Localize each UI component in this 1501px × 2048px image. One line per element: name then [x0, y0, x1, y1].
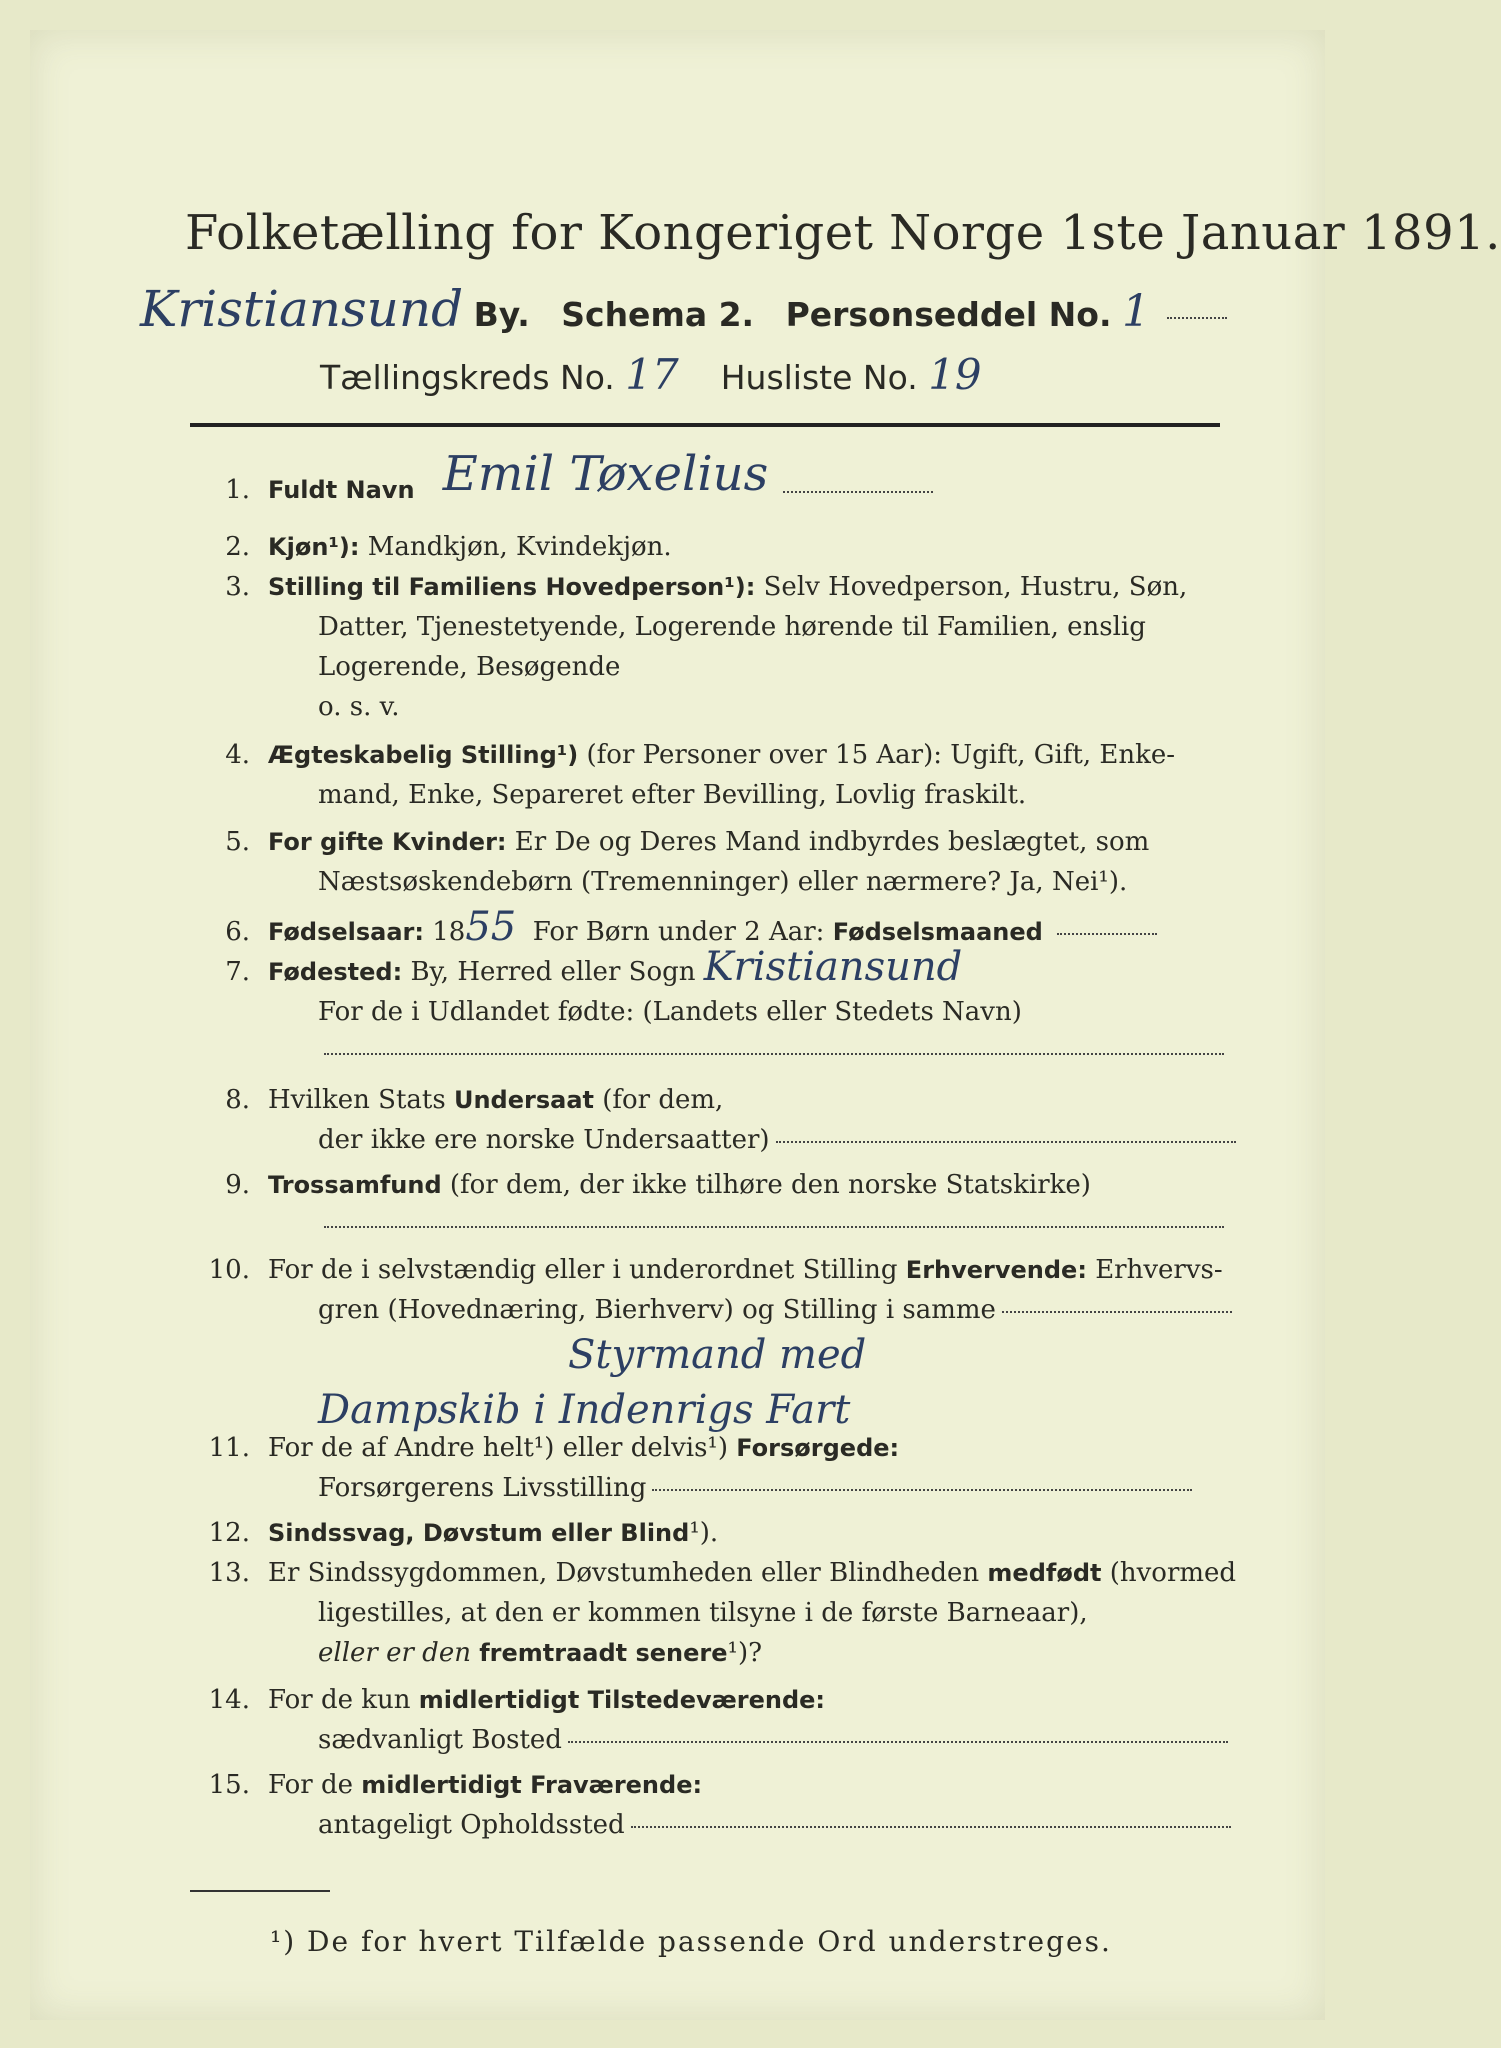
footnote-divider: [190, 1890, 330, 1892]
q2-options: Mandkjøn, Kvindekjøn.: [367, 532, 672, 562]
schema-label: Schema 2.: [561, 295, 755, 334]
question-7: 7. Fødested: By, Herred eller Sogn Kristiansund For de i Udlandet fødte: (Landets eller Stedets Navn): [180, 947, 1220, 1072]
district-row: [320, 350, 982, 400]
birthplace-handwritten: Kristiansund: [703, 944, 963, 990]
question-11: 11. For de af Andre helt¹) eller delvis¹) Forsørgede: Forsørgerens Livsstilling: [180, 1428, 1220, 1508]
q1-label: Fuldt Navn: [268, 476, 415, 504]
personseddel-label: Personseddel No.: [785, 295, 1112, 334]
footnote: ¹) De for hvert Tilfælde passende Ord understreges.: [270, 1925, 1112, 1958]
question-14: 14. For de kun midlertidigt Tilstedeværende: sædvanligt Bosted: [180, 1680, 1220, 1760]
question-12: 12. Sindssvag, Døvstum eller Blind¹).: [208, 1518, 719, 1548]
census-form: [30, 30, 1501, 2020]
by-label: By.: [473, 295, 530, 334]
question-5: 5. For gifte Kvinder: Er De og Deres Mand indbyrdes beslægtet, som Næstsøskendebørn (Tremenninger) eller nærmere? Ja, Nei¹).: [225, 827, 1150, 897]
taellingskreds-number: 17: [625, 350, 679, 399]
question-13: 13. Er Sindssygdommen, Døvstumheden eller Blindheden medfødt (hvormed ligestilles, at den er kommen tilsyne i de første Barneaar), eller er den fremtraadt senere¹)?: [208, 1558, 1237, 1668]
question-4: 4. Ægteskabelig Stilling¹) (for Personer over 15 Aar): Ugift, Gift, Enke- mand, Enke, Separeret efter Bevilling, Lovlig fraskilt.: [225, 740, 1176, 810]
question-9: 9. Trossamfund (for dem, der ikke tilhøre den norske Statskirke): [180, 1165, 1220, 1245]
header-divider: [190, 423, 1220, 427]
form-title: Folketælling for Kongeriget Norge 1ste Januar 1891.: [185, 205, 1501, 261]
form-header-row: [140, 280, 1250, 338]
personseddel-number: 1: [1122, 286, 1150, 337]
question-1: 1. Fuldt Navn Emil Tøxelius: [180, 462, 1220, 510]
husliste-label: Husliste No.: [720, 358, 918, 397]
question-3: 3. Stilling til Familiens Hovedperson¹): Selv Hovedperson, Hustru, Søn, Datter, Tjenestetyende, Logerende hørende til Familien, enslig Logerende, Besøgende o. s. v.: [225, 572, 1188, 722]
question-15: 15. For de midlertidigt Fraværende: antageligt Opholdssted: [180, 1765, 1220, 1845]
question-10: 10. For de i selvstændig eller i underordnet Stilling Erhvervende: Erhvervs- gren (Hovednæring, Bierhverv) og Stilling i samme Styrmand med Dampskib i Indenrigs Fart: [180, 1250, 1220, 1440]
question-2: 2. Kjøn¹): Mandkjøn, Kvindekjøn.: [225, 532, 672, 562]
q1-answer-handwritten: Emil Tøxelius: [442, 446, 769, 502]
question-6: 6. Fødselsaar: 1855 For Børn under 2 Aar: Fødselsmaaned: [180, 907, 1220, 952]
occupation-handwritten-1: Styrmand med: [568, 1332, 867, 1378]
town-name-handwritten: Kristiansund: [140, 280, 464, 338]
birth-year-handwritten: 55: [465, 904, 517, 950]
taellingskreds-label: Tællingskreds No.: [320, 358, 615, 397]
occupation-handwritten-2: Dampskib i Indenrigs Fart: [318, 1387, 851, 1433]
husliste-number: 19: [928, 350, 982, 399]
question-8: 8. Hvilken Stats Undersaat (for dem, der ikke ere norske Undersaatter): [180, 1080, 1220, 1160]
